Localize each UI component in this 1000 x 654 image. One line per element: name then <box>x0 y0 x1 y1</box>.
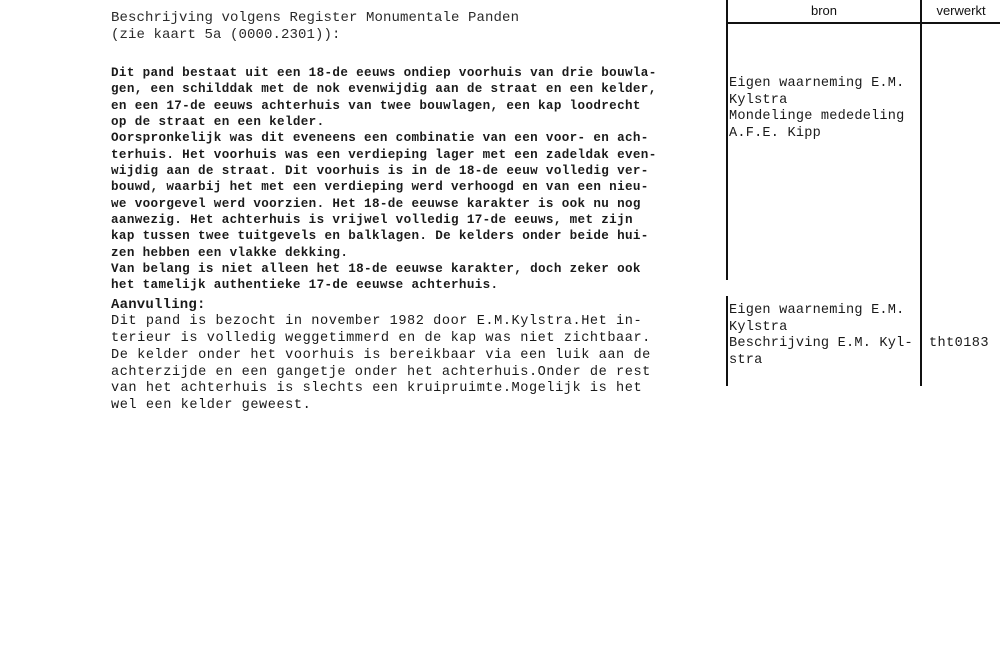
description-line: kap tussen twee tuitgevels en balklagen. De kelders onder beide hui- <box>111 229 649 244</box>
addendum-text <box>111 314 711 415</box>
table-header-rule <box>726 22 1000 24</box>
description-line: bouwd, waarbij het met een verdieping werd verhoogd en van een nieu- <box>111 180 649 195</box>
source-entry-2 <box>729 303 913 369</box>
source-entry-1 <box>729 76 905 142</box>
source-line: Eigen waarneming E.M. <box>729 303 905 318</box>
description-line: op de straat en een kelder. <box>111 115 325 130</box>
main-text-column <box>111 10 711 415</box>
addendum-line: terieur is volledig weggetimmerd en de kap was niet zichtbaar. <box>111 330 651 346</box>
description-line: het tamelijk authentieke 17-de eeuwse achterhuis. <box>111 278 499 293</box>
addendum-line: achterzijde en een gangetje onder het achterhuis.Onder de rest <box>111 364 651 380</box>
source-line: Beschrijving E.M. Kyl- <box>729 336 913 352</box>
verwerkt-code: tht0183 <box>929 336 989 351</box>
addendum-heading: Aanvulling: <box>111 296 206 313</box>
source-line: stra <box>729 352 763 368</box>
description-line: Van belang is niet alleen het 18-de eeuwse karakter, doch zeker ook <box>111 262 641 277</box>
description-line: Oorspronkelijk was dit eveneens een combinatie van een voor- en ach- <box>111 131 649 146</box>
register-heading-line-2: (zie kaart 5a (0000.2301)): <box>111 27 341 43</box>
description-line: zen hebben een vlakke dekking. <box>111 245 349 260</box>
description-line: we voorgevel werd voorzien. Het 18-de eeuwse karakter is ook nu nog <box>111 196 641 211</box>
table-column-divider <box>920 0 922 386</box>
source-line: Kylstra <box>729 319 788 335</box>
column-header-bron: bron <box>810 3 838 18</box>
description-line: Dit pand bestaat uit een 18-de eeuws ondiep voorhuis van drie bouwla- <box>111 66 657 80</box>
register-description <box>111 65 711 294</box>
description-line: en een 17-de eeuws achterhuis van twee bouwlagen, een kap loodrecht <box>111 98 641 113</box>
description-line: aanwezig. Het achterhuis is vrijwel volledig 17-de eeuws, met zijn <box>111 213 633 228</box>
source-line: Eigen waarneming E.M. <box>729 76 905 91</box>
column-header-verwerkt: verwerkt <box>936 3 986 18</box>
table-left-border <box>726 0 728 280</box>
addendum-line: wel een kelder geweest. <box>111 398 312 414</box>
source-line: Mondelinge mededeling <box>729 109 905 125</box>
description-line: terhuis. Het voorhuis was een verdieping lager met een zadeldak even- <box>111 147 657 162</box>
addendum-line: Dit pand is bezocht in november 1982 door E.M.Kylstra.Het in- <box>111 313 643 329</box>
table-left-border-lower <box>726 296 728 386</box>
source-line: A.F.E. Kipp <box>729 125 821 141</box>
description-line: wijdig aan de straat. Dit voorhuis is in de 18-de eeuw volledig ver- <box>111 164 649 179</box>
source-line: Kylstra <box>729 92 788 108</box>
addendum-line: De kelder onder het voorhuis is bereikbaar via een luik aan de <box>111 347 651 363</box>
register-heading-line-1: Beschrijving volgens Register Monumentale Panden <box>111 10 520 26</box>
addendum-line: van het achterhuis is slechts een kruipruimte.Mogelijk is het <box>111 381 643 397</box>
description-line: gen, een schilddak met de nok evenwijdig aan de straat en een kelder, <box>111 82 657 97</box>
